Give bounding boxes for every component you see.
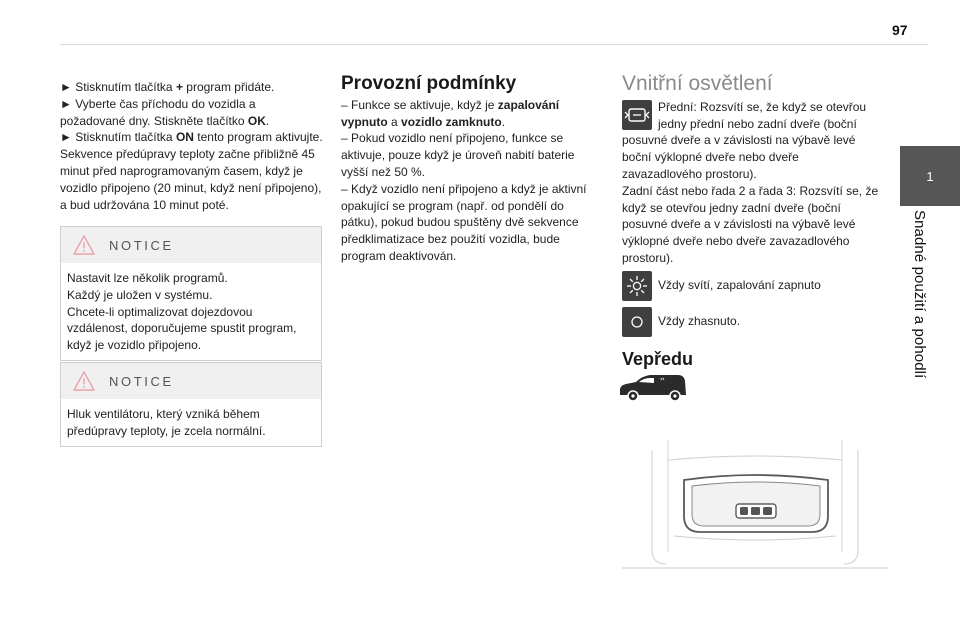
dash: – bbox=[341, 181, 348, 196]
step-text: Stisknutím tlačítka bbox=[75, 130, 176, 145]
bullet: ► bbox=[60, 80, 72, 94]
light-on-icon bbox=[622, 271, 652, 301]
step-text: Stisknutím tlačítka bbox=[75, 80, 176, 94]
section-heading-interior-lighting: Vnitřní osvětlení bbox=[622, 72, 773, 95]
section-heading: Provozní podmínky bbox=[341, 73, 517, 94]
notice-box-1 bbox=[60, 226, 322, 361]
notice-header bbox=[61, 363, 321, 399]
subheading-front: Vepředu bbox=[622, 348, 694, 369]
step-line-2 bbox=[60, 96, 324, 130]
step-text: Vyberte čas příchodu do vozidla a požadované dny. Stiskněte tlačítko bbox=[60, 96, 256, 128]
condition-text: Funkce se aktivuje, když je bbox=[351, 97, 498, 112]
warning-triangle-icon bbox=[73, 235, 95, 255]
condition-item-1 bbox=[341, 97, 603, 131]
step-text-end: . bbox=[265, 113, 270, 128]
chapter-tab[interactable] bbox=[900, 146, 960, 206]
page-number: 97 bbox=[892, 22, 908, 38]
light-off-row bbox=[622, 307, 882, 337]
light-on-text: Vždy svítí, zapalování zapnuto bbox=[658, 278, 821, 293]
notice-header bbox=[61, 227, 321, 263]
sequence-paragraph: Sekvence předúpravy teploty začne přibližně 45 minut před naprogramovaným časem, když je vozidlo připojeno (20 minut, když není připojeno), a bud udržována 10 minut poté. bbox=[60, 147, 322, 212]
rear-light-text: Zadní část nebo řada 2 a řada 3: Rozsvítí se, že když se otevřou jedny zadní dveře (boční posuvné dveře a v závislosti na výbavě levé výklopné dveře nebo dveře zavazadlového prostoru). bbox=[622, 183, 879, 265]
step-text-end: tento program aktivujte. bbox=[193, 130, 323, 145]
door-light-icon bbox=[622, 100, 652, 130]
chapter-tab-label: 1 bbox=[926, 168, 934, 184]
door-light-text: Přední: Rozsvítí se, že když se otevřou jedny přední nebo zadní dveře (boční posuvné dveře a v závislosti na výbavě levé boční výklopné dveře nebo dveře zavazadlového prostoru). bbox=[622, 99, 867, 181]
chapter-title: Snadné použití a pohodlí bbox=[911, 210, 928, 379]
step-text-end: program přidáte. bbox=[182, 80, 275, 94]
dash: – bbox=[341, 131, 348, 146]
column-3 bbox=[622, 72, 882, 369]
notice-label: NOTICE bbox=[109, 237, 174, 253]
condition-item-3 bbox=[341, 181, 603, 265]
notice-box-2 bbox=[60, 362, 322, 447]
notice-text: Hluk ventilátoru, který vzniká během předúpravy teploty, je zcela normální. bbox=[67, 407, 266, 438]
light-on-row bbox=[622, 271, 882, 301]
column-1 bbox=[60, 79, 324, 213]
bullet: ► bbox=[60, 130, 72, 145]
overhead-console-illustration bbox=[622, 440, 888, 570]
step-line-1 bbox=[60, 79, 324, 96]
condition-text: . bbox=[501, 114, 506, 129]
door-light-block bbox=[622, 99, 882, 267]
notice-label: NOTICE bbox=[109, 373, 174, 389]
step-key: ON bbox=[175, 130, 194, 145]
dash: – bbox=[341, 97, 348, 112]
bullet: ► bbox=[60, 96, 72, 111]
condition-item-2 bbox=[341, 130, 603, 180]
condition-text: Když vozidlo není připojeno a když je aktivní opakující se program (např. od pondělí do pátku), pokud budou spuštěny dvě sekvence předklimatizace bez použití vozidla, bude program deaktivován. bbox=[341, 181, 587, 263]
light-off-icon bbox=[622, 307, 652, 337]
top-rule bbox=[60, 44, 928, 45]
step-key: OK bbox=[247, 113, 266, 128]
svg-text:⁷¹: ⁷¹ bbox=[660, 378, 665, 384]
van-icon bbox=[616, 372, 690, 404]
condition-text: a bbox=[387, 114, 402, 129]
warning-triangle-icon bbox=[73, 371, 95, 391]
condition-text: Pokud vozidlo není připojeno, funkce se aktivuje, pouze když je úroveň nabití baterie vyšší než 50 %. bbox=[341, 131, 575, 179]
condition-bold: vozidlo zamknuto bbox=[401, 114, 502, 129]
column-2 bbox=[341, 73, 603, 265]
notice-text: Nastavit lze několik programů. Každý je uložen v systému. Chcete-li optimalizovat dojezdovou vzdálenost, doporučujeme spustit program, když je vozidlo připojeno. bbox=[67, 271, 297, 353]
step-key: + bbox=[175, 80, 183, 94]
light-off-text: Vždy zhasnuto. bbox=[658, 314, 741, 329]
step-line-3 bbox=[60, 129, 324, 146]
condition-bold: zapalování vypnuto bbox=[341, 97, 560, 129]
